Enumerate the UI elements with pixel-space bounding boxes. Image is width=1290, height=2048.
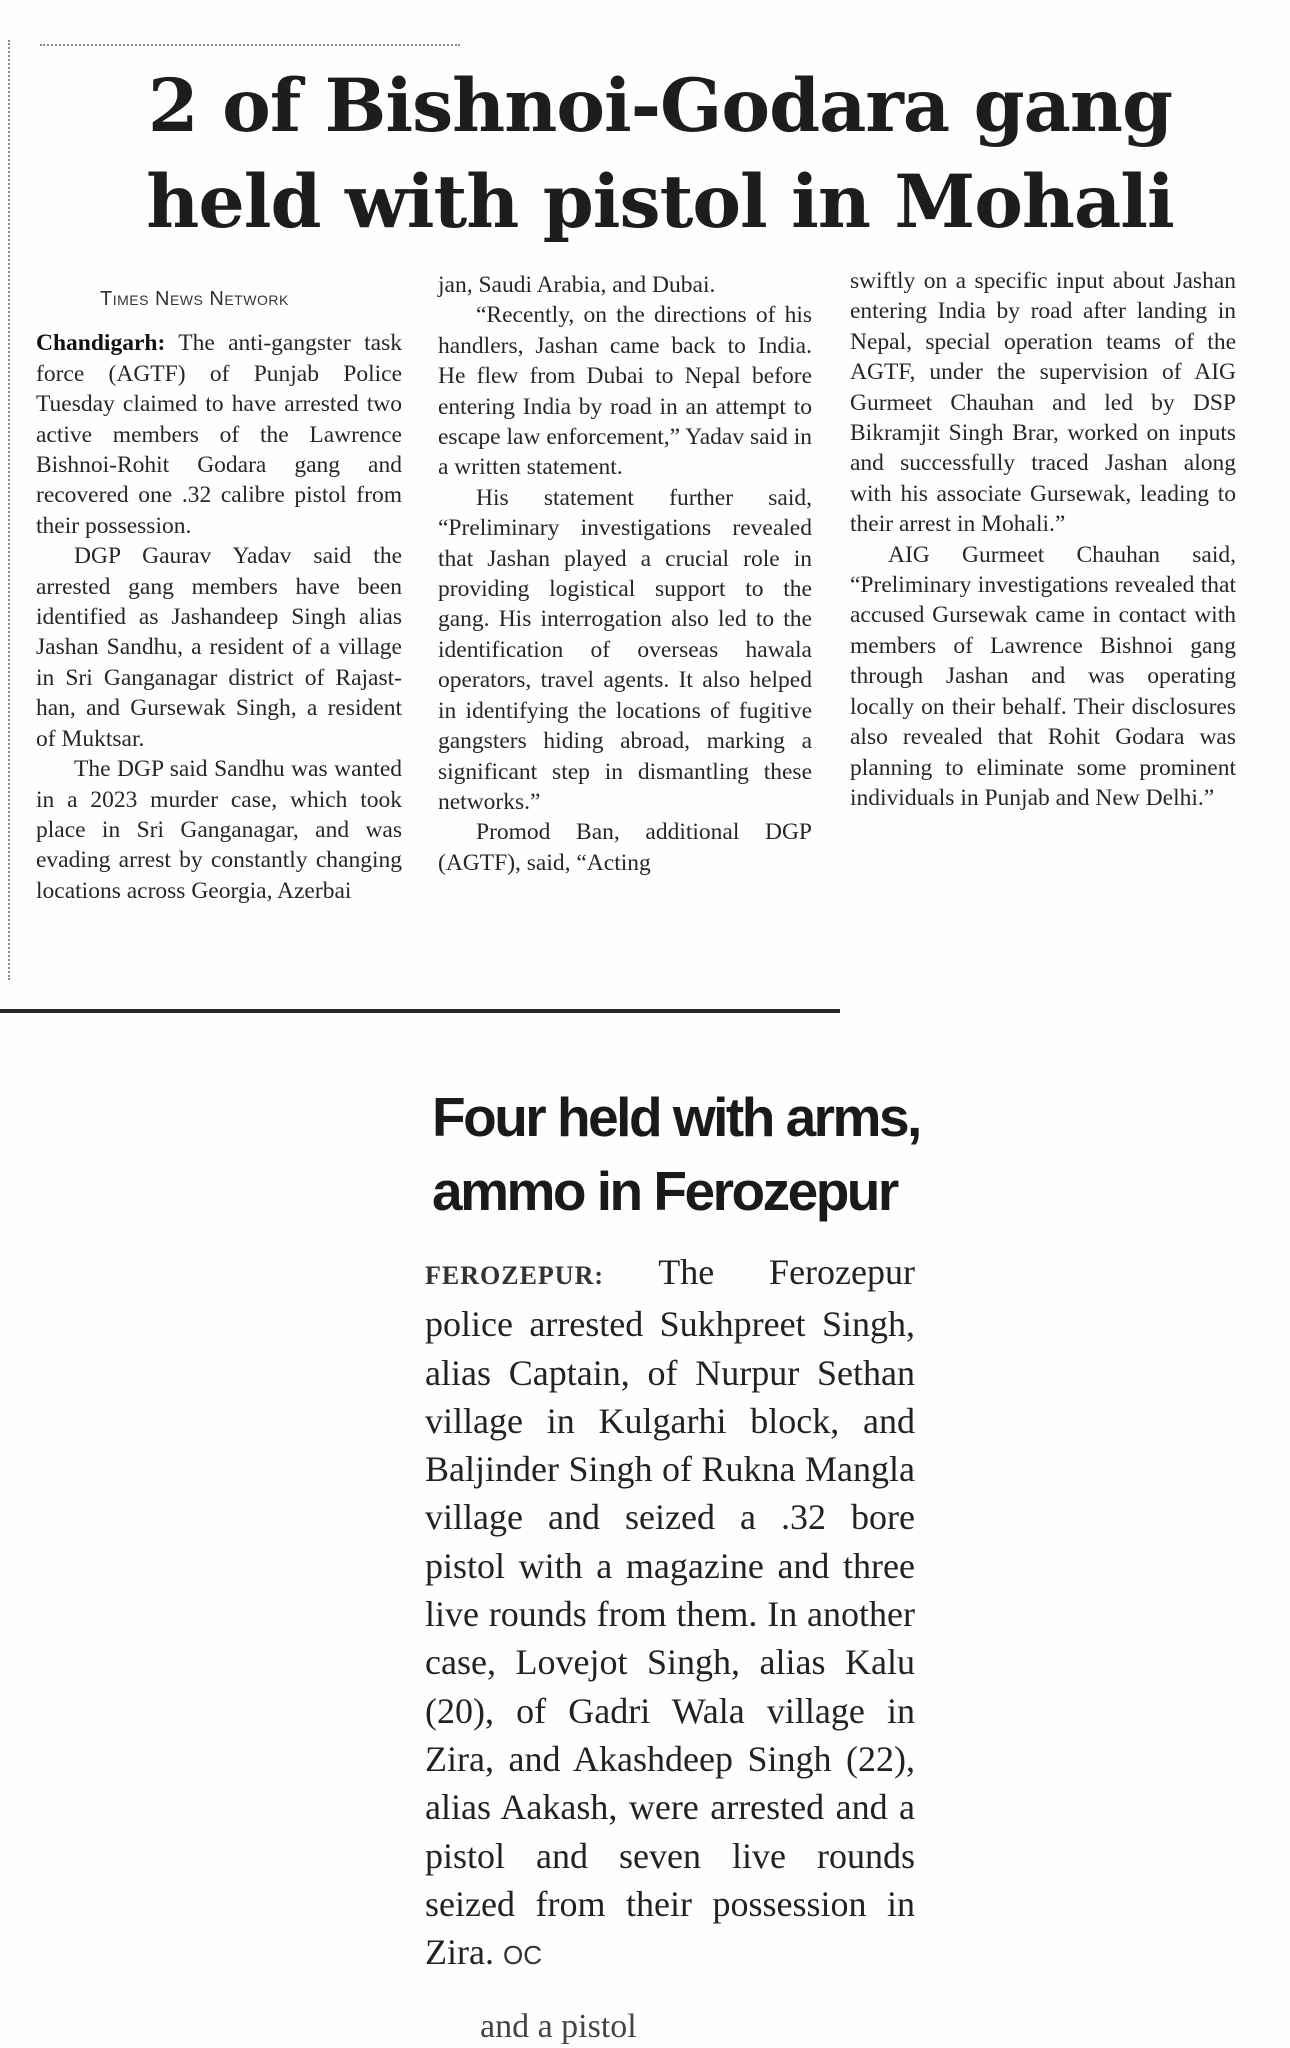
dotted-border-top bbox=[40, 44, 460, 46]
story1-col1-para1-text: The anti-gangster task force (AGTF) of Punjab Police Tuesday claimed to have arrested two active members of the Lawrence Bishnoi-Rohit Godara gang and recovered one .32 calibre pistol from their possession. bbox=[36, 330, 402, 539]
story2-dateline: FEROZEPUR: bbox=[425, 1261, 604, 1290]
story1-column-1 bbox=[36, 266, 402, 906]
story1-col2-para2: “Recently, on the directions of his handlers, Jashan came back to India. He flew from Dubai to Nepal before entering India by road in an attempt to escape law enforcement,” Yadav said in a written statement. bbox=[438, 302, 812, 481]
story2-body bbox=[425, 1248, 915, 1979]
story2-headline-line1: Four held with arms, bbox=[432, 1086, 920, 1148]
story1-column-3 bbox=[850, 266, 1236, 813]
story1-col3-para1: swiftly on a specific input about Jashan entering India by road after landing in Nepal, special operation teams of the AGTF, under the supervision of AIG Gurmeet Chauhan and led by DSP Bikramjit Singh Brar, worked on inputs and successfully traced Jashan along with his associate Gursewak, leading to their arrest in Mohali.” bbox=[850, 268, 1236, 538]
story1-col2-para1: jan, Saudi Arabia, and Dubai. bbox=[438, 272, 716, 298]
cropped-text-fragment bbox=[480, 2008, 840, 2048]
story1-byline: Times News Network bbox=[100, 288, 289, 310]
story1-headline-line1: 2 of Bishnoi-Godara gang bbox=[147, 63, 1173, 149]
story1-col3-para2: AIG Gurmeet Chauhan said, “Preliminary investigations revealed that accused Gursewak came in contact with members of Lawrence Bishnoi gang through Jashan and was operating locally on their behalf. Their disclosures also revealed that Rohit Godara was planning to eliminate some prominent individuals in Punjab and New Delhi.” bbox=[850, 541, 1236, 811]
dotted-border-left bbox=[8, 40, 10, 980]
story2-body-text: The Ferozepur police arrested Sukhpreet Singh, alias Captain, of Nurpur Sethan village in Kulgarhi block, and Baljinder Singh of Rukna Mangla village and seized a .32 bore pistol with a magazine and three live rounds from them. In another case, Lovejot Singh, alias Kalu (20), of Gadri Wala village in Zira, and Akashdeep Singh (22), alias Aakash, were arrested and a pistol and seven live rounds seized from their possession in Zira. bbox=[425, 1252, 915, 1973]
story2-credit: OC bbox=[502, 1940, 542, 1971]
story1-dateline: Chandigarh: bbox=[36, 330, 166, 357]
cropped-text: and a pistol bbox=[480, 2008, 637, 2045]
story1-column-2 bbox=[438, 270, 812, 878]
story2-headline-line2: ammo in Ferozepur bbox=[432, 1160, 897, 1222]
story1-col1-para3: The DGP said Sandhu was wanted in a 2023 murder case, which took place in Sri Ganganagar, and was evading arrest by constantly changing locations across Georgia, Azerbai bbox=[36, 756, 402, 904]
story1-col2-para3: His statement further said, “Preliminary investigations revealed that Jashan played a crucial role in providing logistical support to the gang. His interrogation also led to the identification of overseas hawala operators, travel agents. It also helped in identifying the locations of fugitive gangsters hiding abroad, marking a significant step in dismantling these networks.” bbox=[438, 484, 812, 815]
story2-headline bbox=[432, 1080, 952, 1228]
story1-col1-para2: DGP Gaurav Yadav said the arrested gang members have been identified as Jashandeep Singh alias Jashan Sandhu, a resident of a village in Sri Ganganagar district of Rajasthan, and Gursewak Singh, a resident of Muktsar. bbox=[36, 543, 402, 752]
story1-headline bbox=[60, 58, 1260, 250]
story1-headline-line2: held with pistol in Mohali bbox=[146, 159, 1174, 245]
story1-col2-para4: Promod Ban, additional DGP (AGTF), said, “Acting bbox=[438, 819, 812, 876]
story1-col1-para1 bbox=[36, 328, 402, 541]
section-divider bbox=[0, 1009, 840, 1013]
